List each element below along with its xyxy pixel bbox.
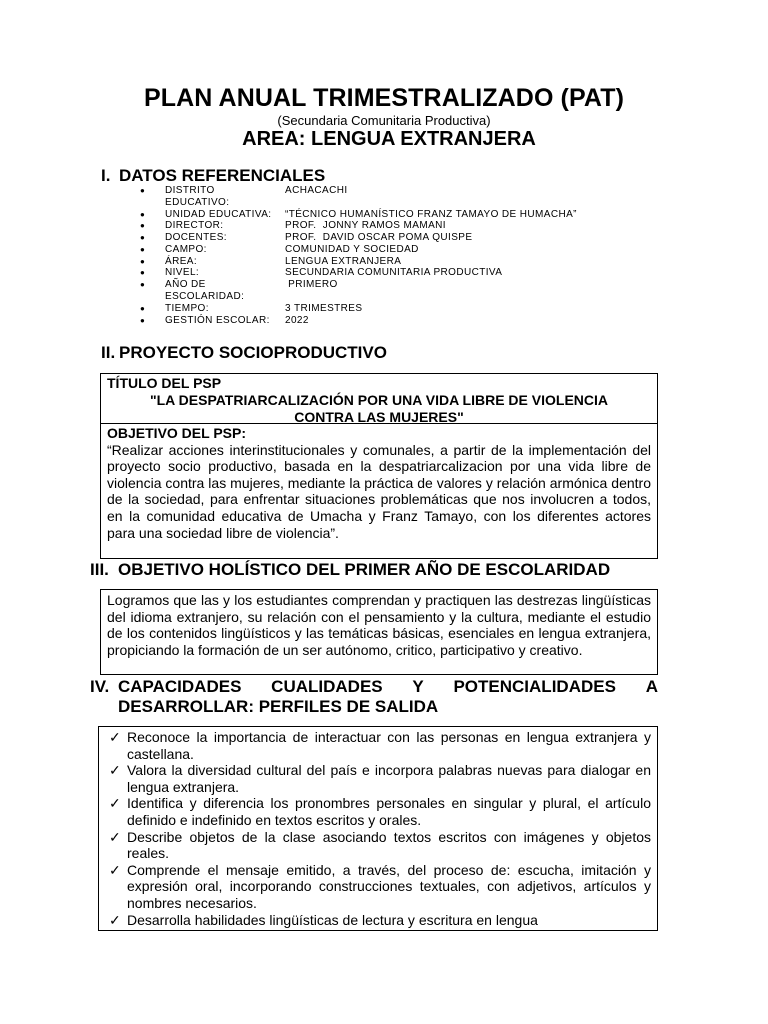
datos-value: 2022: [285, 314, 309, 326]
profile-item-text: Identifica y diferencia los pronombres personales en singular y plural, el artículo definido e indefinido en textos escritos y orales.: [127, 795, 651, 828]
datos-key: UNIDAD EDUCATIVA:: [165, 208, 272, 220]
section-4-title-word: Y: [412, 677, 424, 696]
bullet-icon: ●: [140, 280, 146, 290]
datos-key: DIRECTOR:: [165, 220, 224, 232]
section-1-title: DATOS REFERENCIALES: [119, 166, 326, 185]
profile-item-text: Describe objetos de la clase asociando textos escritos con imágenes y objetos reales.: [127, 828, 651, 862]
profile-list-item: [105, 862, 651, 912]
section-3-heading: [90, 560, 610, 580]
psp-title-line-1: "LA DESPATRIARCALIZACIÓN POR UNA VIDA LIBRE DE VIOLENCIA: [149, 391, 608, 408]
profile-list-item: [105, 729, 651, 762]
psp-objective-text: “Realizar acciones interinstitucionales y comunales, a partir de la implementación del proyecto socio productivo, basada en la despatriarcalizacion por una vida libre de violencia contra las mujeres, mediante la práctica de valores y relación armónica dentro de la sociedad, para enfrentar situaciones problemáticas que nos involucren a todos, en la comunidad educativa de Umacha y Franz Tamayo, con los diferentes actores para una sociedad libre de violencia”.: [107, 441, 651, 541]
datos-value: SECUNDARIA COMUNITARIA PRODUCTIVA: [285, 267, 503, 279]
datos-value: 3 TRIMESTRES: [285, 302, 363, 314]
profile-item-text: Comprende el mensaje emitido, a través, del proceso de: escucha, imitación y expresión oral, incorporando construcciones textuales, con adjetivos, artículos y nombres necesarios.: [127, 861, 651, 911]
section-4-number: IV.: [90, 677, 110, 696]
checkmark-icon: ✓: [109, 828, 121, 845]
datos-key: ÁREA:: [165, 255, 198, 267]
section-4-title-word: CAPACIDADES: [118, 677, 242, 696]
profile-item-text: Reconoce la importancia de interactuar con las personas en lengua extranjera y castellana.: [127, 729, 651, 762]
datos-row: [140, 256, 600, 268]
datos-key: AÑO DE ESCOLARIDAD:: [165, 279, 245, 303]
bullet-icon: ●: [140, 233, 146, 243]
datos-row: [140, 232, 600, 244]
datos-value: PRIMERO: [285, 279, 338, 291]
document-title: PLAN ANUAL TRIMESTRALIZADO (PAT): [143, 84, 624, 112]
datos-key: TIEMPO:: [165, 302, 209, 314]
datos-row: [140, 185, 600, 209]
bullet-icon: ●: [140, 244, 146, 254]
bullet-icon: ●: [140, 209, 146, 219]
datos-value: “TÉCNICO HUMANÍSTICO FRANZ TAMAYO DE HUMACHA”: [285, 208, 577, 220]
bullet-icon: ●: [140, 186, 146, 195]
datos-row: [140, 267, 600, 279]
document-subtitle: (Secundaria Comunitaria Productiva): [277, 113, 491, 128]
profile-list-item: [105, 829, 651, 862]
datos-row: [140, 209, 600, 221]
datos-value: COMUNIDAD Y SOCIEDAD: [285, 243, 419, 255]
datos-key: DOCENTES:: [165, 232, 227, 244]
datos-key: NIVEL:: [165, 267, 200, 279]
datos-key: DISTRITO EDUCATIVO:: [165, 185, 230, 208]
psp-title-line-2: CONTRA LAS MUJERES": [294, 408, 464, 425]
checkmark-icon: ✓: [109, 861, 121, 878]
holistic-objective-text: Logramos que las y los estudiantes comprendan y practiquen las destrezas lingüísticas del idioma extranjero, su relación con el pensamiento y la cultura, mediante el estudio de los contenidos lingüísticos y las temáticas básicas, esenciales en lengua extranjera, propiciando la formación de un ser autónomo, critico, participativo y creativo.: [107, 592, 651, 658]
section-3-title: OBJETIVO HOLÍSTICO DEL PRIMER AÑO DE ESCOLARIDAD: [118, 560, 611, 579]
section-4-title-word: POTENCIALIDADES: [453, 677, 616, 696]
datos-row: [140, 303, 600, 315]
profile-list-item: [105, 795, 651, 828]
datos-row: [140, 220, 600, 232]
datos-value: LENGUA EXTRANJERA: [285, 255, 402, 267]
profile-list-item: [105, 912, 651, 929]
bullet-icon: ●: [140, 315, 146, 325]
profiles-box: [98, 726, 658, 931]
datos-value: PROF. JONNY RAMOS MAMANI: [285, 220, 446, 232]
section-4-title-line-1: [118, 677, 658, 697]
section-2-number: II.: [101, 343, 116, 362]
checkmark-icon: ✓: [109, 762, 121, 779]
datos-key: CAMPO:: [165, 243, 207, 255]
checkmark-icon: ✓: [109, 911, 121, 928]
section-1-number: I.: [101, 166, 111, 185]
bullet-icon: ●: [140, 221, 146, 231]
psp-objective-box: [100, 423, 658, 559]
profile-item-text: Desarrolla habilidades lingüísticas de lectura y escritura en lengua: [127, 911, 538, 928]
profile-list-item: [105, 762, 651, 795]
bullet-icon: ●: [140, 268, 146, 278]
datos-value: ACHACACHI: [285, 185, 348, 196]
section-4-title-word: CUALIDADES: [271, 677, 383, 696]
section-2-heading: [101, 343, 387, 363]
bullet-icon: ●: [140, 256, 146, 266]
profiles-list: [105, 729, 651, 928]
checkmark-icon: ✓: [109, 795, 121, 812]
checkmark-icon: ✓: [109, 729, 121, 745]
section-3-number: III.: [90, 560, 109, 579]
datos-value: PROF. DAVID OSCAR POMA QUISPE: [285, 232, 473, 244]
psp-objective-label: OBJETIVO DEL PSP:: [107, 425, 246, 441]
section-4-heading: [90, 677, 658, 717]
section-4-title-line-2: DESARROLLAR: PERFILES DE SALIDA: [118, 697, 439, 716]
area-heading: AREA: LENGUA EXTRANJERA: [242, 128, 536, 150]
datos-row: [140, 279, 600, 303]
datos-key: GESTIÓN ESCOLAR:: [165, 314, 270, 326]
datos-row: [140, 315, 600, 327]
psp-title-label: TÍTULO DEL PSP: [107, 375, 222, 391]
psp-title-box: [100, 373, 658, 424]
section-2-title: PROYECTO SOCIOPRODUCTIVO: [119, 343, 387, 362]
datos-row: [140, 244, 600, 256]
datos-referenciales-list: [140, 185, 600, 326]
holistic-objective-box: [100, 589, 658, 675]
section-1-heading: [101, 166, 325, 186]
profile-item-text: Valora la diversidad cultural del país e incorpora palabras nuevas para dialogar en lengua extranjera.: [127, 762, 651, 795]
bullet-icon: ●: [140, 303, 146, 313]
section-4-title-word: A: [645, 677, 658, 696]
